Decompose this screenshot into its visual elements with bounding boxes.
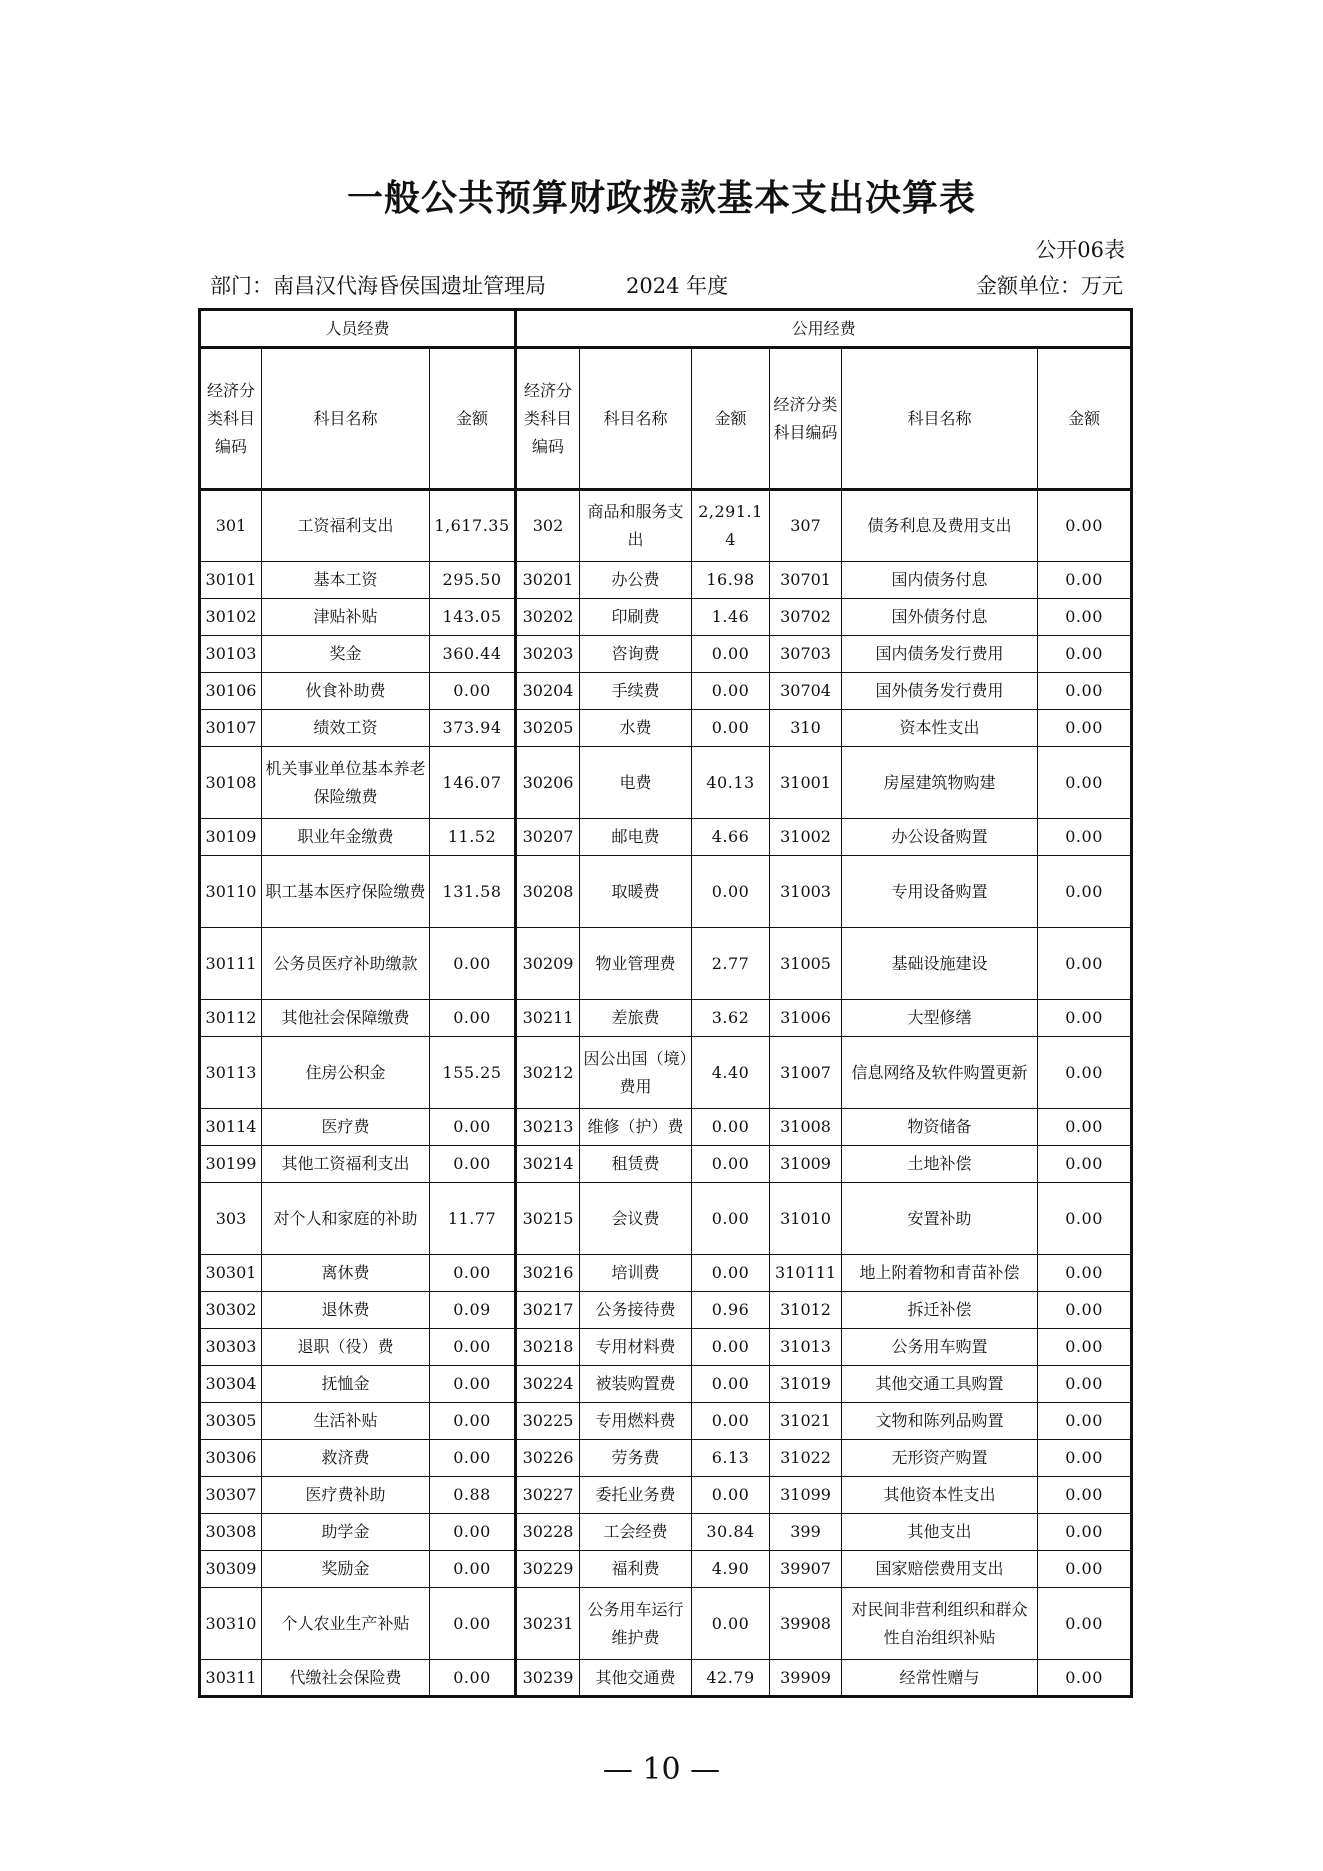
cell-name: 奖金 [262,636,430,673]
header-code: 经济分类科目编码 [770,348,842,490]
cell-name: 离休费 [262,1255,430,1292]
header-name: 科目名称 [580,348,692,490]
cell-amount: 0.00 [1038,490,1132,562]
cell-amount: 0.00 [1038,1551,1132,1588]
cell-amount: 0.00 [1038,1255,1132,1292]
cell-code: 30218 [516,1329,580,1366]
cell-amount: 4.40 [692,1037,770,1109]
cell-name: 信息网络及软件购置更新 [842,1037,1038,1109]
cell-name: 奖励金 [262,1551,430,1588]
table-row [200,1146,1132,1183]
cell-amount: 11.52 [430,819,516,856]
cell-code: 30226 [516,1440,580,1477]
cell-name: 其他交通费 [580,1660,692,1697]
department-label: 部门：南昌汉代海昏侯国遗址管理局 [210,274,546,298]
cell-code: 30112 [200,1000,262,1037]
cell-code: 30102 [200,599,262,636]
header-amount: 金额 [692,348,770,490]
cell-amount: 0.00 [1038,1292,1132,1329]
cell-code: 310111 [770,1255,842,1292]
table-row [200,1551,1132,1588]
cell-name: 安置补助 [842,1183,1038,1255]
cell-code: 310 [770,710,842,747]
table-row [200,1000,1132,1037]
header-code: 经济分类科目编码 [200,348,262,490]
cell-name: 国内债务付息 [842,562,1038,599]
table-row [200,1255,1132,1292]
cell-code: 30701 [770,562,842,599]
cell-code: 30108 [200,747,262,819]
cell-amount: 0.00 [1038,1588,1132,1660]
cell-amount: 3.62 [692,1000,770,1037]
cell-amount: 0.00 [430,928,516,1000]
header-name: 科目名称 [262,348,430,490]
cell-name: 会议费 [580,1183,692,1255]
cell-code: 30217 [516,1292,580,1329]
cell-code: 30311 [200,1660,262,1697]
cell-amount: 143.05 [430,599,516,636]
cell-name: 大型修缮 [842,1000,1038,1037]
cell-amount: 0.00 [1038,747,1132,819]
table-row [200,1660,1132,1697]
table-row [200,673,1132,710]
cell-amount: 0.00 [1038,1660,1132,1697]
cell-name: 经常性赠与 [842,1660,1038,1697]
cell-name: 其他资本性支出 [842,1477,1038,1514]
cell-amount: 0.00 [692,1366,770,1403]
cell-name: 咨询费 [580,636,692,673]
cell-amount: 0.00 [1038,1146,1132,1183]
cell-code: 30202 [516,599,580,636]
cell-code: 30203 [516,636,580,673]
cell-amount: 0.00 [430,1109,516,1146]
cell-name: 邮电费 [580,819,692,856]
cell-code: 30215 [516,1183,580,1255]
cell-amount: 0.00 [430,1551,516,1588]
cell-name: 专用燃料费 [580,1403,692,1440]
table-row [200,928,1132,1000]
unit-label: 金额单位：万元 [976,274,1123,298]
cell-amount: 373.94 [430,710,516,747]
cell-code: 31005 [770,928,842,1000]
cell-name: 医疗费 [262,1109,430,1146]
cell-amount: 0.00 [430,673,516,710]
cell-amount: 0.00 [1038,1109,1132,1146]
cell-name: 国内债务发行费用 [842,636,1038,673]
cell-amount: 0.00 [692,1109,770,1146]
cell-name: 个人农业生产补贴 [262,1588,430,1660]
cell-name: 住房公积金 [262,1037,430,1109]
cell-code: 302 [516,490,580,562]
cell-code: 30310 [200,1588,262,1660]
cell-amount: 0.88 [430,1477,516,1514]
cell-amount: 1,617.35 [430,490,516,562]
cell-name: 办公费 [580,562,692,599]
cell-amount: 0.00 [1038,636,1132,673]
table-row [200,1109,1132,1146]
cell-amount: 295.50 [430,562,516,599]
table-row [200,856,1132,928]
cell-name: 助学金 [262,1514,430,1551]
cell-amount: 0.00 [1038,562,1132,599]
cell-code: 301 [200,490,262,562]
cell-amount: 0.00 [430,1000,516,1037]
cell-name: 物业管理费 [580,928,692,1000]
cell-amount: 0.00 [692,673,770,710]
cell-code: 31010 [770,1183,842,1255]
cell-amount: 2,291.14 [692,490,770,562]
cell-code: 30101 [200,562,262,599]
cell-amount: 0.00 [1038,1366,1132,1403]
cell-amount: 0.00 [430,1660,516,1697]
cell-amount: 0.00 [692,1588,770,1660]
cell-code: 30209 [516,928,580,1000]
cell-code: 30302 [200,1292,262,1329]
cell-name: 绩效工资 [262,710,430,747]
table-row [200,1477,1132,1514]
cell-name: 文物和陈列品购置 [842,1403,1038,1440]
cell-name: 其他支出 [842,1514,1038,1551]
cell-name: 水费 [580,710,692,747]
cell-code: 30304 [200,1366,262,1403]
table-row [200,1037,1132,1109]
cell-code: 31013 [770,1329,842,1366]
table-row [200,490,1132,562]
cell-code: 31008 [770,1109,842,1146]
cell-name: 被装购置费 [580,1366,692,1403]
cell-code: 30231 [516,1588,580,1660]
cell-amount: 0.00 [430,1366,516,1403]
cell-code: 39907 [770,1551,842,1588]
cell-code: 31021 [770,1403,842,1440]
table-row [200,1440,1132,1477]
cell-amount: 0.00 [692,1255,770,1292]
cell-amount: 0.00 [430,1329,516,1366]
cell-name: 工资福利支出 [262,490,430,562]
cell-name: 基础设施建设 [842,928,1038,1000]
cell-code: 31019 [770,1366,842,1403]
cell-name: 国外债务付息 [842,599,1038,636]
cell-amount: 0.00 [692,710,770,747]
header-amount: 金额 [1038,348,1132,490]
cell-amount: 0.00 [430,1255,516,1292]
page-title: 一般公共预算财政拨款基本支出决算表 [346,178,976,219]
cell-name: 委托业务费 [580,1477,692,1514]
cell-code: 30204 [516,673,580,710]
cell-code: 31007 [770,1037,842,1109]
cell-code: 31006 [770,1000,842,1037]
table-row [200,1292,1132,1329]
cell-name: 机关事业单位基本养老保险缴费 [262,747,430,819]
meta-line [210,270,1123,300]
cell-code: 30305 [200,1403,262,1440]
expenditure-table [198,308,1133,1698]
cell-amount: 0.00 [1038,1440,1132,1477]
cell-code: 30703 [770,636,842,673]
cell-name: 拆迁补偿 [842,1292,1038,1329]
cell-name: 电费 [580,747,692,819]
cell-name: 债务利息及费用支出 [842,490,1038,562]
cell-amount: 0.00 [692,1477,770,1514]
cell-code: 30308 [200,1514,262,1551]
cell-code: 30211 [516,1000,580,1037]
cell-code: 303 [200,1183,262,1255]
cell-code: 30309 [200,1551,262,1588]
cell-code: 31009 [770,1146,842,1183]
cell-amount: 0.00 [692,856,770,928]
cell-name: 伙食补助费 [262,673,430,710]
table-row [200,1514,1132,1551]
table-row [200,1183,1132,1255]
table-row [200,747,1132,819]
table-row [200,1403,1132,1440]
cell-amount: 1.46 [692,599,770,636]
cell-name: 取暖费 [580,856,692,928]
cell-code: 30702 [770,599,842,636]
cell-name: 基本工资 [262,562,430,599]
cell-code: 30199 [200,1146,262,1183]
cell-code: 31012 [770,1292,842,1329]
cell-code: 30227 [516,1477,580,1514]
cell-code: 31099 [770,1477,842,1514]
group-personnel: 人员经费 [200,310,516,348]
table-row [200,562,1132,599]
cell-name: 租赁费 [580,1146,692,1183]
cell-name: 维修（护）费 [580,1109,692,1146]
cell-amount: 0.00 [1038,1183,1132,1255]
cell-code: 39908 [770,1588,842,1660]
cell-name: 国外债务发行费用 [842,673,1038,710]
cell-code: 30216 [516,1255,580,1292]
cell-name: 救济费 [262,1440,430,1477]
cell-amount: 0.00 [692,1329,770,1366]
cell-name: 公务接待费 [580,1292,692,1329]
cell-amount: 0.00 [692,636,770,673]
cell-code: 30114 [200,1109,262,1146]
year-label: 2024 年度 [626,274,729,298]
cell-amount: 0.00 [1038,819,1132,856]
cell-name: 抚恤金 [262,1366,430,1403]
cell-code: 31003 [770,856,842,928]
cell-amount: 0.00 [1038,1000,1132,1037]
cell-amount: 16.98 [692,562,770,599]
cell-amount: 0.00 [430,1403,516,1440]
table-row [200,1366,1132,1403]
cell-code: 30239 [516,1660,580,1697]
cell-name: 医疗费补助 [262,1477,430,1514]
cell-amount: 0.00 [1038,1037,1132,1109]
cell-amount: 2.77 [692,928,770,1000]
cell-name: 对民间非营利组织和群众性自治组织补贴 [842,1588,1038,1660]
cell-amount: 0.00 [1038,673,1132,710]
cell-name: 其他工资福利支出 [262,1146,430,1183]
table-row [200,1588,1132,1660]
cell-name: 职业年金缴费 [262,819,430,856]
cell-name: 其他社会保障缴费 [262,1000,430,1037]
cell-code: 30110 [200,856,262,928]
cell-amount: 146.07 [430,747,516,819]
cell-amount: 4.90 [692,1551,770,1588]
table-row [200,636,1132,673]
table-row [200,1329,1132,1366]
cell-code: 30106 [200,673,262,710]
group-public: 公用经费 [516,310,1132,348]
cell-amount: 0.00 [692,1403,770,1440]
cell-code: 30207 [516,819,580,856]
cell-name: 专用设备购置 [842,856,1038,928]
cell-code: 30213 [516,1109,580,1146]
cell-name: 物资储备 [842,1109,1038,1146]
cell-code: 30205 [516,710,580,747]
cell-name: 劳务费 [580,1440,692,1477]
table-row [200,819,1132,856]
table-row [200,710,1132,747]
cell-code: 30229 [516,1551,580,1588]
form-number: 公开06表 [1035,238,1125,262]
cell-name: 公务用车购置 [842,1329,1038,1366]
cell-code: 30107 [200,710,262,747]
cell-amount: 131.58 [430,856,516,928]
cell-code: 30113 [200,1037,262,1109]
cell-code: 39909 [770,1660,842,1697]
cell-name: 退职（役）费 [262,1329,430,1366]
cell-amount: 42.79 [692,1660,770,1697]
cell-code: 30303 [200,1329,262,1366]
cell-name: 职工基本医疗保险缴费 [262,856,430,928]
cell-code: 30307 [200,1477,262,1514]
table-row [200,599,1132,636]
cell-name: 资本性支出 [842,710,1038,747]
cell-amount: 0.00 [1038,928,1132,1000]
cell-code: 31001 [770,747,842,819]
cell-amount: 0.00 [1038,710,1132,747]
cell-amount: 0.00 [692,1146,770,1183]
cell-amount: 0.00 [1038,1477,1132,1514]
cell-code: 30704 [770,673,842,710]
cell-amount: 0.09 [430,1292,516,1329]
cell-code: 30208 [516,856,580,928]
cell-name: 其他交通工具购置 [842,1366,1038,1403]
cell-name: 对个人和家庭的补助 [262,1183,430,1255]
cell-amount: 0.00 [1038,1403,1132,1440]
cell-code: 30301 [200,1255,262,1292]
cell-amount: 6.13 [692,1440,770,1477]
header-code: 经济分类科目编码 [516,348,580,490]
cell-code: 307 [770,490,842,562]
cell-amount: 0.00 [430,1146,516,1183]
cell-amount: 0.00 [1038,1329,1132,1366]
cell-name: 生活补贴 [262,1403,430,1440]
page-number: — 10 — [602,1752,721,1787]
cell-code: 30224 [516,1366,580,1403]
cell-amount: 360.44 [430,636,516,673]
cell-name: 办公设备购置 [842,819,1038,856]
cell-amount: 0.00 [430,1588,516,1660]
cell-amount: 0.00 [430,1440,516,1477]
cell-name: 差旅费 [580,1000,692,1037]
cell-code: 399 [770,1514,842,1551]
cell-code: 30109 [200,819,262,856]
cell-name: 手续费 [580,673,692,710]
cell-code: 30103 [200,636,262,673]
cell-amount: 11.77 [430,1183,516,1255]
cell-amount: 40.13 [692,747,770,819]
cell-code: 31002 [770,819,842,856]
cell-amount: 0.00 [1038,1514,1132,1551]
cell-name: 地上附着物和青苗补偿 [842,1255,1038,1292]
cell-name: 公务员医疗补助缴款 [262,928,430,1000]
cell-name: 专用材料费 [580,1329,692,1366]
cell-code: 30228 [516,1514,580,1551]
cell-code: 30111 [200,928,262,1000]
cell-amount: 0.96 [692,1292,770,1329]
cell-name: 工会经费 [580,1514,692,1551]
cell-amount: 30.84 [692,1514,770,1551]
cell-name: 福利费 [580,1551,692,1588]
cell-amount: 0.00 [430,1514,516,1551]
cell-name: 代缴社会保险费 [262,1660,430,1697]
cell-name: 无形资产购置 [842,1440,1038,1477]
cell-amount: 0.00 [1038,599,1132,636]
cell-name: 国家赔偿费用支出 [842,1551,1038,1588]
header-amount: 金额 [430,348,516,490]
cell-amount: 4.66 [692,819,770,856]
cell-name: 津贴补贴 [262,599,430,636]
header-name: 科目名称 [842,348,1038,490]
cell-name: 房屋建筑物购建 [842,747,1038,819]
cell-code: 30306 [200,1440,262,1477]
cell-code: 30206 [516,747,580,819]
cell-amount: 155.25 [430,1037,516,1109]
cell-amount: 0.00 [692,1183,770,1255]
cell-code: 30225 [516,1403,580,1440]
cell-code: 30214 [516,1146,580,1183]
cell-name: 退休费 [262,1292,430,1329]
cell-name: 因公出国（境）费用 [580,1037,692,1109]
cell-name: 公务用车运行维护费 [580,1588,692,1660]
cell-name: 印刷费 [580,599,692,636]
cell-amount: 0.00 [1038,856,1132,928]
cell-name: 商品和服务支出 [580,490,692,562]
cell-code: 30212 [516,1037,580,1109]
cell-code: 31022 [770,1440,842,1477]
cell-name: 培训费 [580,1255,692,1292]
cell-code: 30201 [516,562,580,599]
cell-name: 土地补偿 [842,1146,1038,1183]
